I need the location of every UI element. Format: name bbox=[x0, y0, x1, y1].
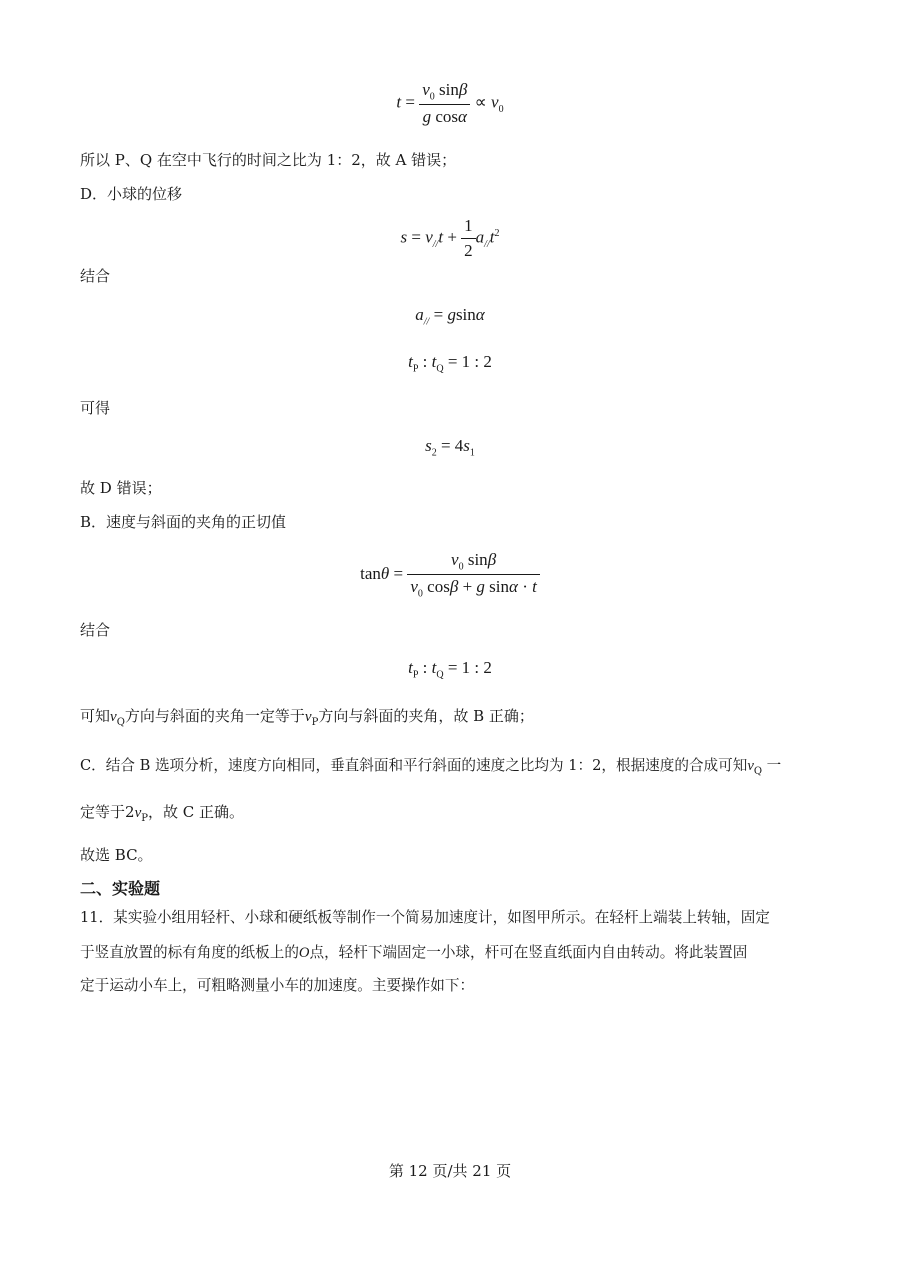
text-c2-pre: 定等于 bbox=[80, 803, 126, 821]
formula-time: t = $\frac{v_0 \sin\beta}{\text{g cosα}}$ ∝ $v_0$ bbox=[396, 80, 504, 127]
text-b-conclusion: 可知$v_Q$方向与斜面的夹角一定等于$v_P$方向与斜面的夹角，故 B 正确； bbox=[80, 707, 534, 728]
text-b-mid: 方向与斜面的夹角一定等于 bbox=[124, 707, 305, 725]
formula-displacement-ratio: $s_2 = 4s_1$ bbox=[425, 436, 475, 459]
q11-point-o: O bbox=[298, 945, 310, 961]
text-time-ratio: 所以 P、Q 在空中飞行的时间之比为 1：2，故 A 错误； bbox=[80, 151, 457, 169]
formula-displacement: $s = v_{//}t$ + $\frac{1}{2}$ $a_{//}t^2$ bbox=[400, 216, 500, 260]
text-option-c-line2: 定等于$2v_P$，故 C 正确。 bbox=[80, 803, 244, 824]
q11-line2-pre: 于竖直放置的标有角度的纸板上的 bbox=[80, 944, 299, 961]
text-b-pre: 可知 bbox=[80, 707, 111, 725]
text-b-post: 方向与斜面的夹角，故 B 正确； bbox=[318, 707, 534, 725]
page-footer: 第 12 页/共 21 页 bbox=[388, 1162, 512, 1180]
q11-line2-post: 点，轻杆下端固定一小球，杆可在竖直纸面内自由转动。将此装置固 bbox=[309, 944, 748, 961]
text-obtain: 可得 bbox=[80, 399, 111, 417]
text-c2-post: ，故 C 正确。 bbox=[147, 803, 244, 821]
text-d-conclusion: 故 D 错误； bbox=[80, 479, 162, 497]
question-11-line2 bbox=[80, 943, 820, 963]
text-c1-post: 一 bbox=[766, 757, 782, 774]
question-11-line3: 定于运动小车上，可粗略测量小车的加速度。主要操作如下： bbox=[80, 977, 475, 994]
text-answer: 故选 BC。 bbox=[80, 846, 153, 864]
formula-time-ratio-2: $t_P$ : $t_Q = 1$ : 2 bbox=[408, 658, 492, 681]
text-combine-1: 结合 bbox=[80, 267, 111, 285]
text-c1-pre: C．结合 B 选项分析，速度方向相同，垂直斜面和平行斜面的速度之比均为 1：2，根据速度的合成可知 bbox=[80, 757, 748, 774]
formula-time-ratio-1: $t_P$ : $t_Q = 1$ : 2 bbox=[408, 352, 492, 375]
section-heading: 二、实验题 bbox=[80, 879, 161, 898]
formula-tangent: tanθ = $\frac{v_0 \sin\beta}{v_0 \cos\beta + g \sin\alpha \cdot t}$ bbox=[0, 550, 900, 600]
text-option-d: D．小球的位移 bbox=[80, 185, 183, 203]
formula-acceleration: $a_{//} = gsin\alpha$ bbox=[415, 305, 485, 328]
question-11-line1: 11．某实验小组用轻杆、小球和硬纸板等制作一个简易加速度计，如图甲所示。在轻杆上端装上转轴，固定 bbox=[80, 909, 770, 926]
text-option-b: B．速度与斜面的夹角的正切值 bbox=[80, 513, 287, 531]
text-option-c-line1: C．结合 B 选项分析，速度方向相同，垂直斜面和平行斜面的速度之比均为 1：2，根据速度的合成可知$v_Q$ 一 bbox=[80, 757, 782, 777]
text-combine-2: 结合 bbox=[80, 621, 111, 639]
